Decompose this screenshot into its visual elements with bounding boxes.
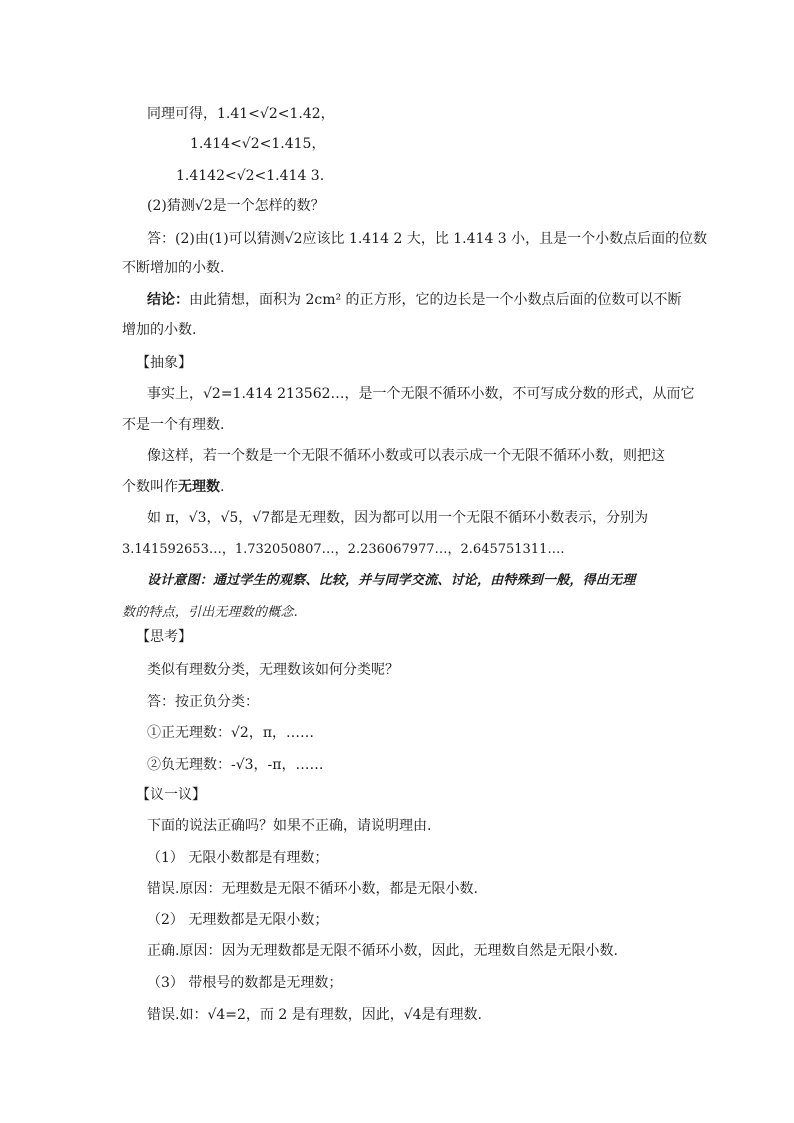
text-line: 类似有理数分类，无理数该如何分类呢？	[147, 662, 399, 678]
definition-suffix: .	[220, 479, 225, 495]
text-line: 像这样，若一个数是一个无限不循环小数或可以表示成一个无限不循环小数，则把这	[147, 448, 665, 464]
text-line: 3.141592653…，1.732050807…，2.236067977…，2.645751311….	[122, 542, 565, 557]
text-line: 错误.如：√4=2，而 2 是有理数，因此，√4是有理数.	[147, 1007, 483, 1023]
text-line: 增加的小数.	[122, 322, 197, 338]
definition-prefix: 个数叫作	[122, 479, 178, 495]
list-item: （1） 无限小数都是有理数；	[147, 850, 329, 866]
section-heading: 【议一议】	[136, 787, 206, 803]
section-heading: 【思考】	[136, 629, 192, 645]
conclusion-line	[147, 290, 682, 310]
text-line: 同理可得，1.41<√2<1.42，	[147, 106, 335, 122]
text-line: 如 π，√3，√5，√7都是无理数，因为都可以用一个无限不循环小数表示，分别为	[147, 510, 649, 526]
section-heading: 【抽象】	[136, 355, 192, 371]
text-line: 不断增加的小数.	[122, 260, 225, 276]
conclusion-label: 结论：	[147, 292, 189, 308]
text-line: 1.414<√2<1.415，	[190, 136, 326, 152]
list-item: （3） 带根号的数都是无理数；	[147, 975, 343, 991]
text-line: 正确.原因：因为无理数都是无限不循环小数，因此，无理数自然是无限小数.	[147, 943, 618, 959]
conclusion-text: 由此猜想，面积为 2cm² 的正方形，它的边长是一个小数点后面的位数可以不断	[189, 292, 682, 308]
design-intent-line: 数的特点，引出无理数的概念.	[122, 605, 298, 620]
list-item: ②负无理数：-√3，-π，……	[147, 757, 324, 773]
text-line: 答：(2)由(1)可以猜测√2应该比 1.414 2 大，比 1.414 3 小，且是一个小数点后面的位数	[147, 231, 708, 247]
list-item: （2） 无理数都是无限小数；	[147, 912, 329, 928]
design-intent-line: 设计意图：通过学生的观察、比较，并与同学交流、讨论，由特殊到一般，得出无理	[147, 573, 636, 588]
text-line: 1.4142<√2<1.414 3.	[176, 168, 325, 184]
text-line: 错误.原因：无理数是无限不循环小数，都是无限小数.	[147, 881, 478, 897]
text-line: (2)猜测√2是一个怎样的数？	[147, 198, 325, 214]
definition-term: 无理数	[178, 479, 220, 495]
text-line: 不是一个有理数.	[122, 417, 225, 433]
text-line: 下面的说法正确吗？如果不正确，请说明理由.	[147, 818, 432, 834]
list-item: ①正无理数：√2，π，……	[147, 725, 315, 741]
definition-line	[122, 477, 224, 497]
text-line: 答：按正负分类：	[147, 694, 259, 710]
text-line: 事实上，√2=1.414 213562…，是一个无限不循环小数，不可写成分数的形式，从而它	[147, 386, 695, 402]
